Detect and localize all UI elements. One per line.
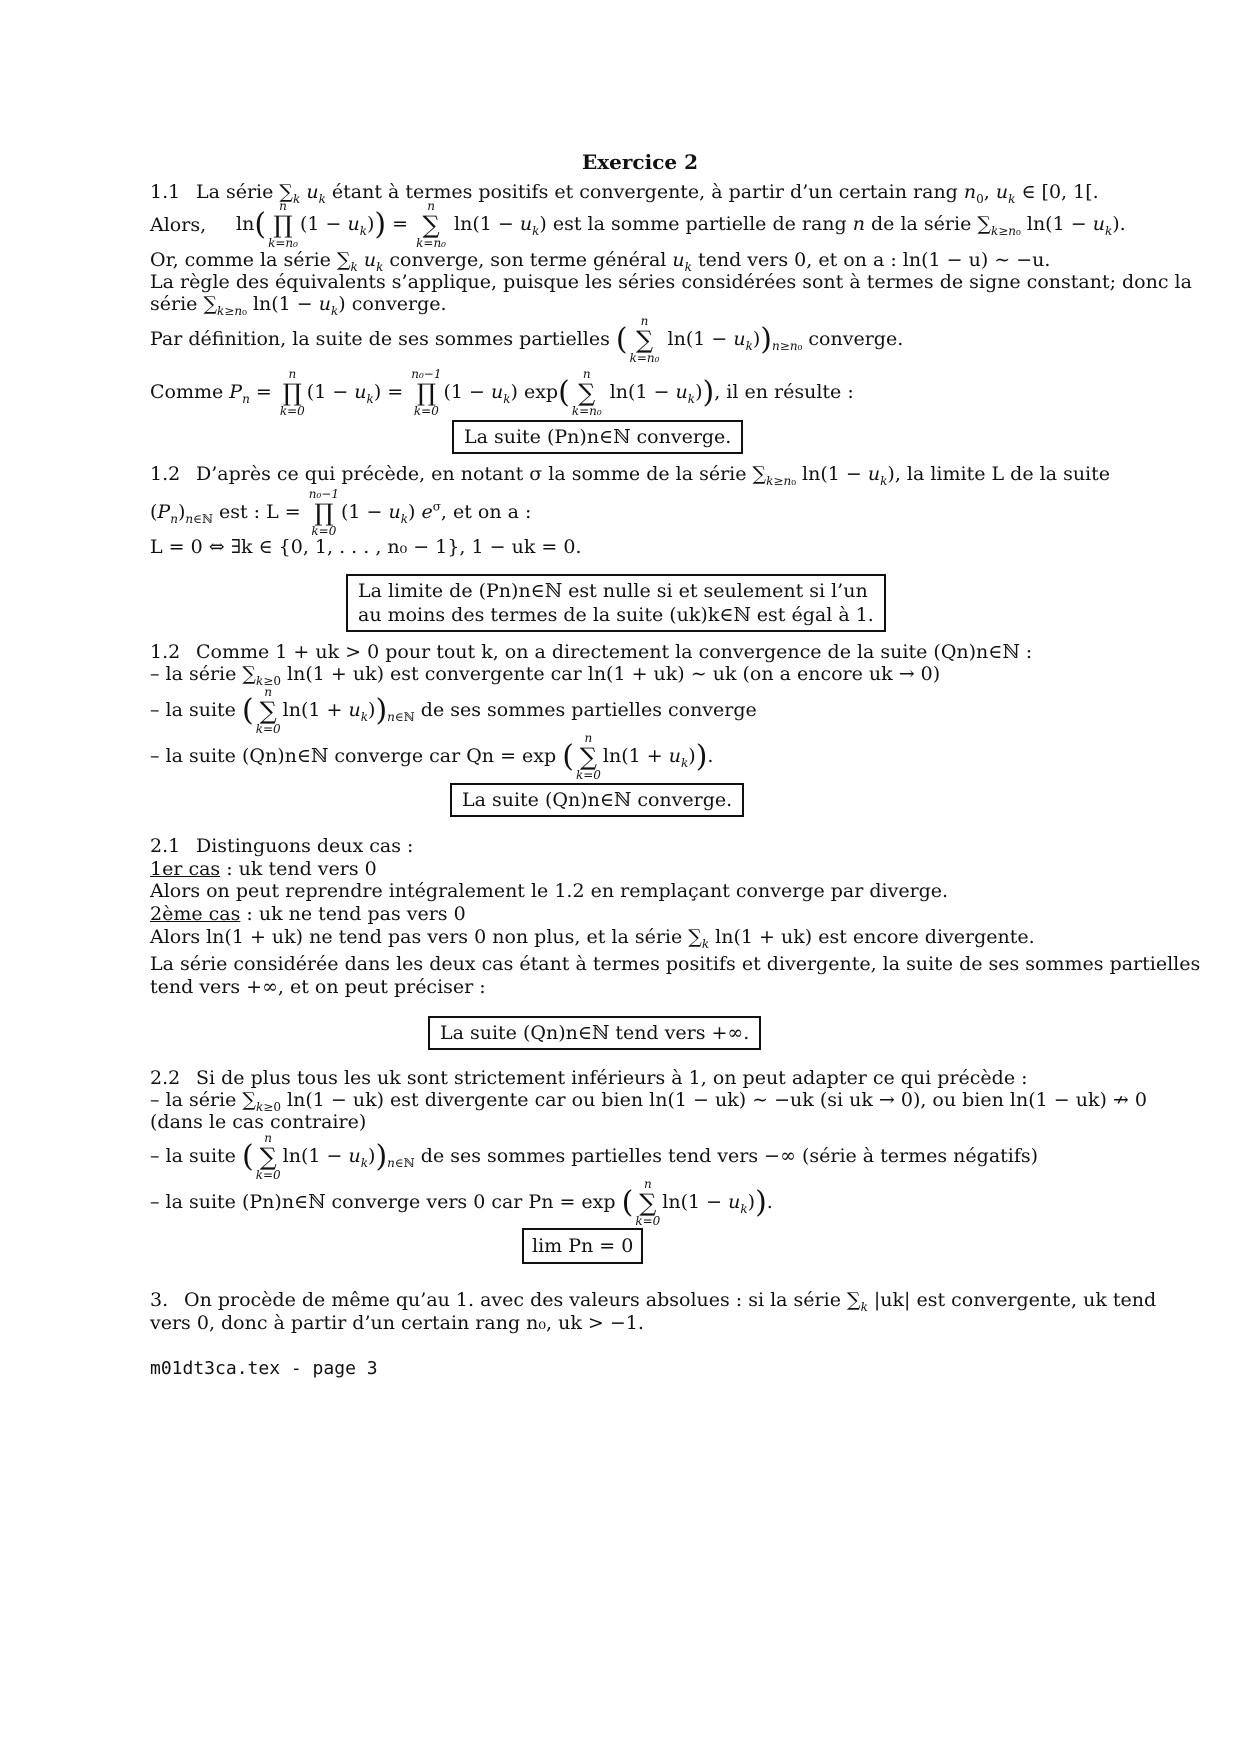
s11-line2: Alors, ln( n ∏ k=n₀ $(1 - u_k)$) = n ∑ k=n₀ $\ln(1 - u_k)$ est la somme partielle de rang n de la série $\sum_{k\ge n_0}$ $\ln(1 - u_k)$. [150, 199, 1126, 250]
exercise-title: Exercice 2 [582, 150, 698, 174]
s11-line3: Or, comme la série $\sum_k$ $u_k$ converge, son terme général $u_k$ tend vers 0, et on a : ln(1 − u) ∼ −u. [150, 249, 1051, 274]
s11-line4: La règle des équivalents s’applique, puisque les séries considérées sont à termes de signe constant; donc la [150, 271, 1192, 293]
result-box-4: La suite (Qn)n∈ℕ tend vers +∞. [428, 1016, 761, 1050]
s12b-line2: – la série $\sum_{k\ge 0}$ ln(1 + uk) est convergente car ln(1 + uk) ∼ uk (on a encore uk → 0) [150, 663, 941, 688]
result-box-1: La suite (Pn)n∈ℕ converge. [452, 420, 743, 454]
s11-line6: Par définition, la suite de ses sommes partielles ( n ∑ k=n₀ $\ln(1 - u_k))_{n\ge n_0}$ converge. [150, 314, 904, 365]
s21-line6: La série considérée dans les deux cas étant à termes positifs et divergente, la suite de ses sommes partielles [150, 953, 1201, 975]
s22-line4: – la suite ( n ∑ k=0 $\ln(1 - u_k))_{n\in ℕ}$ de ses sommes partielles tend vers −∞ (série à termes négatifs) [150, 1131, 1039, 1182]
s12b-line4: – la suite (Qn)n∈ℕ converge car Qn = exp ( n ∑ k=0 $\ln(1 + u_k)$). [150, 731, 714, 782]
result-box-5: lim Pn = 0 [522, 1228, 643, 1264]
s22-line2: – la série $\sum_{k\ge 0}$ ln(1 − uk) est divergente car ou bien ln(1 − uk) ∼ −uk (si uk → 0), ou bien ln(1 − uk) ↛ 0 [150, 1089, 1147, 1114]
section-number: 1.1 [150, 181, 181, 203]
section-number: 1.2 [150, 641, 181, 663]
s21-line7: tend vers +∞, et on peut préciser : [150, 976, 486, 998]
s12a-line3: L = 0 ⇔ ∃k ∈ {0, 1, . . . , n₀ − 1}, 1 − uk = 0. [150, 536, 582, 558]
s12a-line2: $(P_n)_{n\in ℕ}$ est : L = n₀−1 ∏ k=0 $(1 - u_k)$ $e^\sigma$, et on a : [150, 487, 532, 538]
section-number: 3. [150, 1289, 169, 1311]
s12a-line1: 1.2 D’après ce qui précède, en notant σ la somme de la série $\sum_{k\ge n_0}$ $\ln(1 - u_k)$, la limite L de la suite [150, 463, 1111, 488]
s12b-line1: 1.2 Comme 1 + uk > 0 pour tout k, on a directement la convergence de la suite (Qn)n∈ℕ : [150, 641, 1033, 663]
s21-line2: 1er cas : uk tend vers 0 [150, 858, 377, 880]
s12b-line3: – la suite ( n ∑ k=0 $\ln(1 + u_k))_{n\in ℕ}$ de ses sommes partielles converge [150, 685, 757, 736]
s21-line3: Alors on peut reprendre intégralement le 1.2 en remplaçant converge par diverge. [150, 880, 949, 902]
section-number: 1.2 [150, 463, 181, 485]
s22-line5: – la suite (Pn)n∈ℕ converge vers 0 car Pn = exp ( n ∑ k=0 $\ln(1 - u_k)$). [150, 1177, 773, 1228]
s3-line2: vers 0, donc à partir d’un certain rang n₀, uk > −1. [150, 1312, 644, 1334]
section-number: 2.2 [150, 1067, 181, 1089]
s21-line4: 2ème cas : uk ne tend pas vers 0 [150, 903, 466, 925]
s11-line1: 1.1 La série $\sum_k$ $u_k$ étant à termes positifs et convergente, à partir d’un certain rang $n_0$, $u_k$ ∈ [0, 1[. [150, 181, 1099, 206]
result-box-2: La limite de (Pn)n∈ℕ est nulle si et seulement si l’un au moins des termes de la suite (uk)k∈ℕ est égal à 1. [346, 574, 886, 632]
page-footer: m01dt3ca.tex - page 3 [150, 1358, 378, 1379]
s22-line1: 2.2 Si de plus tous les uk sont strictement inférieurs à 1, on peut adapter ce qui précède : [150, 1067, 1028, 1089]
s3-line1: 3. On procède de même qu’au 1. avec des valeurs absolues : si la série $\sum_k$ |uk| est convergente, uk tend [150, 1289, 1157, 1314]
s11-line7: Comme $P_n$ = n ∏ k=0 $(1 - u_k)$ = n₀−1 ∏ k=0 $(1 - u_k)$ exp( n ∑ k=n₀ $\ln(1 - u_k)$), il en résulte : [150, 367, 854, 418]
s11-line5: série $\sum_{k\ge n_0}$ $\ln(1 - u_k)$ converge. [150, 293, 447, 318]
result-box-3: La suite (Qn)n∈ℕ converge. [450, 783, 744, 817]
s21-line1: 2.1 Distinguons deux cas : [150, 835, 414, 857]
s22-line3: (dans le cas contraire) [150, 1111, 367, 1133]
section-number: 2.1 [150, 835, 181, 857]
s21-line5: Alors ln(1 + uk) ne tend pas vers 0 non plus, et la série $\sum_k$ ln(1 + uk) est encore divergente. [150, 926, 1035, 951]
